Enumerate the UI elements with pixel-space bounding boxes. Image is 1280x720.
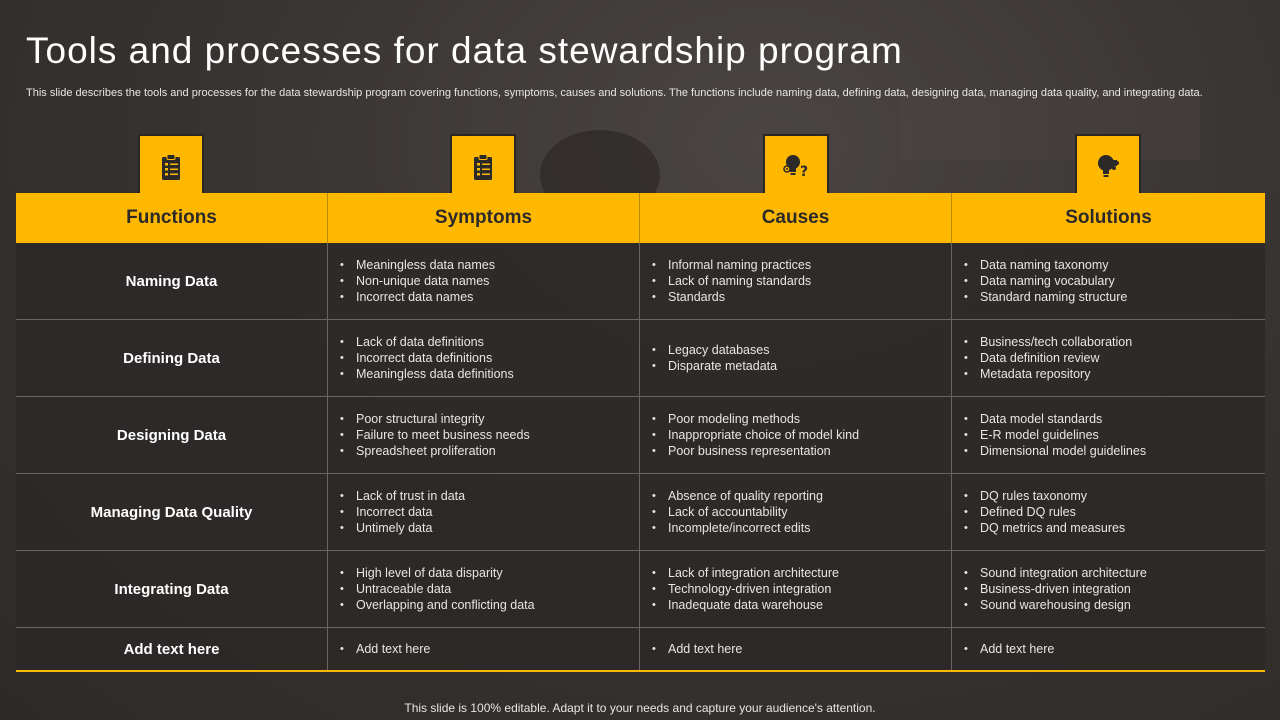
causes-cell	[640, 243, 952, 319]
list-item: • Incorrect data definitions	[340, 350, 514, 366]
solutions-cell	[952, 628, 1265, 670]
list-item: • Standard naming structure	[964, 289, 1127, 305]
list-item: • Untraceable data	[340, 581, 535, 597]
function-cell: Add text here	[16, 628, 328, 670]
bullet-list	[952, 334, 1132, 382]
symptoms-cell	[328, 551, 640, 627]
list-item: • Incorrect data	[340, 504, 465, 520]
list-item: • Add text here	[340, 641, 430, 657]
bullet-list	[328, 641, 430, 657]
list-item: • Standards	[652, 289, 811, 305]
bullet-list	[640, 411, 859, 459]
list-item: • Dimensional model guidelines	[964, 443, 1146, 459]
list-item: • Inadequate data warehouse	[652, 597, 839, 613]
table-row	[16, 551, 1265, 628]
list-item: • Defined DQ rules	[964, 504, 1125, 520]
lightbulb-puzzle-icon	[1075, 134, 1141, 200]
bullet-list	[328, 565, 535, 613]
symptoms-cell	[328, 397, 640, 473]
list-item: • Inappropriate choice of model kind	[652, 427, 859, 443]
clipboard-checklist-icon	[138, 134, 204, 200]
bullet-list	[952, 411, 1146, 459]
bullet-list	[328, 334, 514, 382]
table-header	[16, 193, 1265, 243]
bullet-list	[952, 641, 1054, 657]
clipboard-checklist-icon	[450, 134, 516, 200]
list-item: • Absence of quality reporting	[652, 488, 823, 504]
footer-note: This slide is 100% editable. Adapt it to your needs and capture your audience's attention.	[404, 701, 876, 715]
list-item: • Business/tech collaboration	[964, 334, 1132, 350]
header-symptoms: Symptoms	[328, 193, 640, 243]
list-item: • Technology-driven integration	[652, 581, 839, 597]
bullet-list	[640, 257, 811, 305]
stewardship-table	[16, 193, 1265, 673]
function-cell: Naming Data	[16, 243, 328, 319]
causes-cell	[640, 320, 952, 396]
svg-text:?: ?	[800, 164, 809, 180]
bullet-list	[328, 488, 465, 536]
list-item: • Legacy databases	[652, 342, 777, 358]
symptoms-cell	[328, 243, 640, 319]
list-item: • Overlapping and conflicting data	[340, 597, 535, 613]
table-row	[16, 320, 1265, 397]
causes-cell	[640, 474, 952, 550]
list-item: • Add text here	[652, 641, 742, 657]
list-item: • Sound integration architecture	[964, 565, 1147, 581]
bullet-list	[328, 257, 495, 305]
list-item: • Data naming taxonomy	[964, 257, 1127, 273]
list-item: • Metadata repository	[964, 366, 1132, 382]
lightbulb-question-icon	[763, 134, 829, 200]
list-item: • E-R model guidelines	[964, 427, 1146, 443]
list-item: • Lack of trust in data	[340, 488, 465, 504]
symptoms-cell	[328, 628, 640, 670]
list-item: • DQ rules taxonomy	[964, 488, 1125, 504]
causes-cell	[640, 551, 952, 627]
table-row	[16, 243, 1265, 320]
function-cell: Managing Data Quality	[16, 474, 328, 550]
bullet-list	[640, 488, 823, 536]
solutions-cell	[952, 551, 1265, 627]
list-item: • Poor modeling methods	[652, 411, 859, 427]
list-item: • Data naming vocabulary	[964, 273, 1127, 289]
list-item: • Poor structural integrity	[340, 411, 530, 427]
list-item: • DQ metrics and measures	[964, 520, 1125, 536]
function-cell: Integrating Data	[16, 551, 328, 627]
list-item: • Spreadsheet proliferation	[340, 443, 530, 459]
bullet-list	[952, 488, 1125, 536]
bullet-list	[640, 641, 742, 657]
list-item: • Lack of integration architecture	[652, 565, 839, 581]
header-solutions: Solutions	[1065, 207, 1152, 228]
list-item: • Lack of accountability	[652, 504, 823, 520]
list-item: • Incomplete/incorrect edits	[652, 520, 823, 536]
list-item: • Sound warehousing design	[964, 597, 1147, 613]
header-functions: Functions	[16, 193, 328, 243]
list-item: • Data definition review	[964, 350, 1132, 366]
solutions-cell	[952, 474, 1265, 550]
causes-cell	[640, 397, 952, 473]
list-item: • Informal naming practices	[652, 257, 811, 273]
page-subtitle: This slide describes the tools and processes for the data stewardship program covering functions, symptoms, causes and solutions. The functions include naming data, defining data, designing data, managing data quality, and integrating data.	[26, 87, 1203, 99]
list-item: • Meaningless data definitions	[340, 366, 514, 382]
bullet-list	[952, 257, 1127, 305]
list-item: • Lack of data definitions	[340, 334, 514, 350]
list-item: • Disparate metadata	[652, 358, 777, 374]
list-item: • Non-unique data names	[340, 273, 495, 289]
list-item: • Add text here	[964, 641, 1054, 657]
list-item: • Incorrect data names	[340, 289, 495, 305]
causes-cell	[640, 628, 952, 670]
list-item: • Untimely data	[340, 520, 465, 536]
list-item: • High level of data disparity	[340, 565, 535, 581]
function-cell: Designing Data	[16, 397, 328, 473]
list-item: • Business-driven integration	[964, 581, 1147, 597]
list-item: • Lack of naming standards	[652, 273, 811, 289]
bullet-list	[952, 565, 1147, 613]
symptoms-cell	[328, 474, 640, 550]
list-item: • Poor business representation	[652, 443, 859, 459]
background-photo-shape	[900, 90, 1200, 160]
table-row	[16, 628, 1265, 672]
function-cell: Defining Data	[16, 320, 328, 396]
list-item: • Meaningless data names	[340, 257, 495, 273]
solutions-cell	[952, 320, 1265, 396]
bullet-list	[640, 565, 839, 613]
list-item: • Data model standards	[964, 411, 1146, 427]
page-title: Tools and processes for data stewardship program	[26, 30, 903, 71]
bullet-list	[640, 342, 777, 374]
header-causes: Causes	[640, 193, 952, 243]
table-body	[16, 243, 1265, 672]
table-row	[16, 474, 1265, 551]
list-item: • Failure to meet business needs	[340, 427, 530, 443]
table-row	[16, 397, 1265, 474]
symptoms-cell	[328, 320, 640, 396]
solutions-cell	[952, 397, 1265, 473]
bullet-list	[328, 411, 530, 459]
solutions-cell	[952, 243, 1265, 319]
